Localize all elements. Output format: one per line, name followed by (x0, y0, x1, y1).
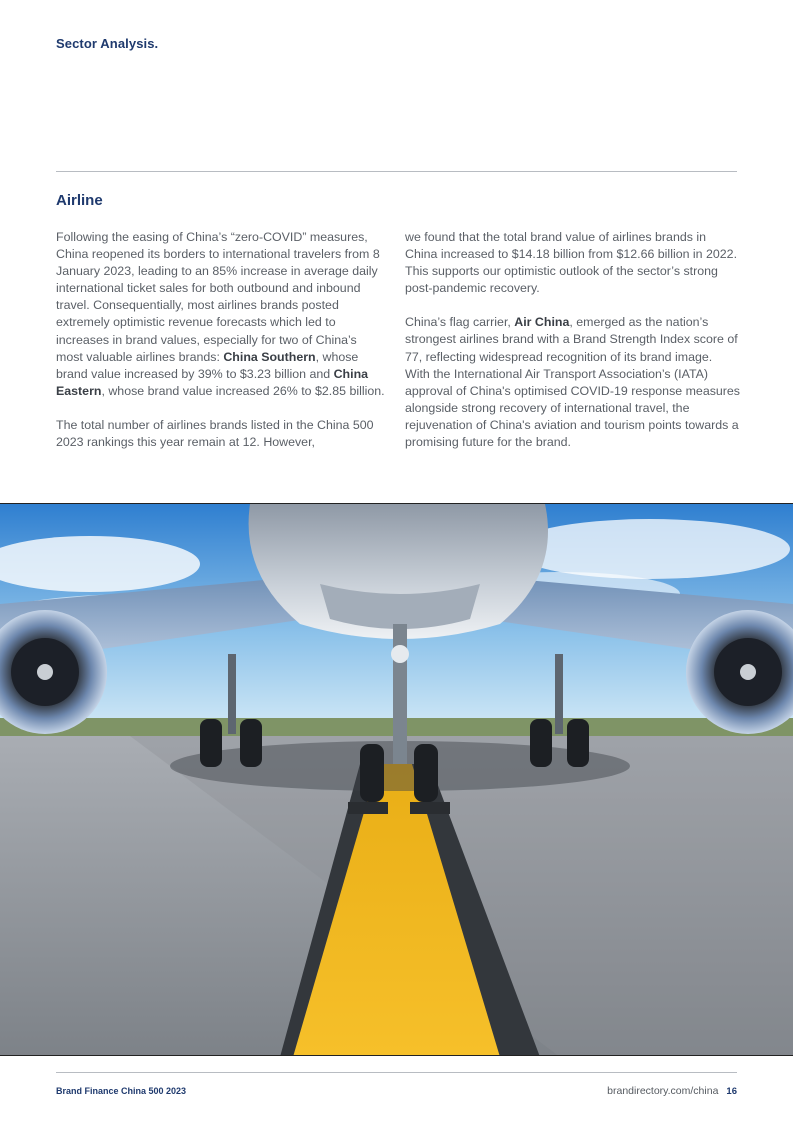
right-paragraph-2: China’s flag carrier, Air China, emerged as the nation’s strongest airlines brand with a Brand Strength Index score of 77, reflecting widespread recognition of its brand image. With the International Air Transport Association’s (IATA) approval of China's optimised COVID-19 response measures alongside strong recovery of international travel, the rejuvenation of China's aviation and tourism points towards a promising future for the brand. (405, 315, 741, 450)
top-divider (56, 171, 737, 172)
right-column (405, 229, 740, 468)
brand-name: China Eastern (56, 366, 369, 398)
section-title: Airline (56, 192, 103, 209)
footer-url[interactable]: brandirectory.com/china (607, 1085, 719, 1097)
footer-publication: Brand Finance China 500 2023 (56, 1086, 187, 1096)
brand-name: Air China (514, 315, 570, 330)
left-paragraph-2: The total number of airlines brands listed in the China 500 2023 rankings this year remain at 12. However, (56, 417, 374, 450)
right-paragraph-1: we found that the total brand value of airlines brands in China increased to $14.18 billion from $12.66 billion in 2022. This supports our optimistic outlook of the sector’s strong post-pandemic recovery. (405, 230, 738, 296)
bottom-divider (56, 1072, 737, 1073)
brand-name: China Southern (223, 349, 316, 364)
section-label: Sector Analysis. (56, 36, 159, 51)
airplane-photo (0, 503, 793, 1056)
page-number: 16 (726, 1086, 737, 1097)
left-column (56, 229, 386, 468)
footer-right (607, 1085, 737, 1097)
left-paragraph-1: Following the easing of China’s “zero-COVID” measures, China reopened its borders to international travelers from 8 January 2023, leading to an 85% increase in average daily international ticket sales for both outbound and inbound travel. Consequentially, most airlines brands posted extremely optimistic revenue forecasts which led to increases in brand values, especially for two of China’s most valuable airlines brands: China Southern, whose brand value increased by 39% to $3.23 billion and China Eastern, whose brand value increased 26% to $2.85 billion. (56, 230, 385, 398)
